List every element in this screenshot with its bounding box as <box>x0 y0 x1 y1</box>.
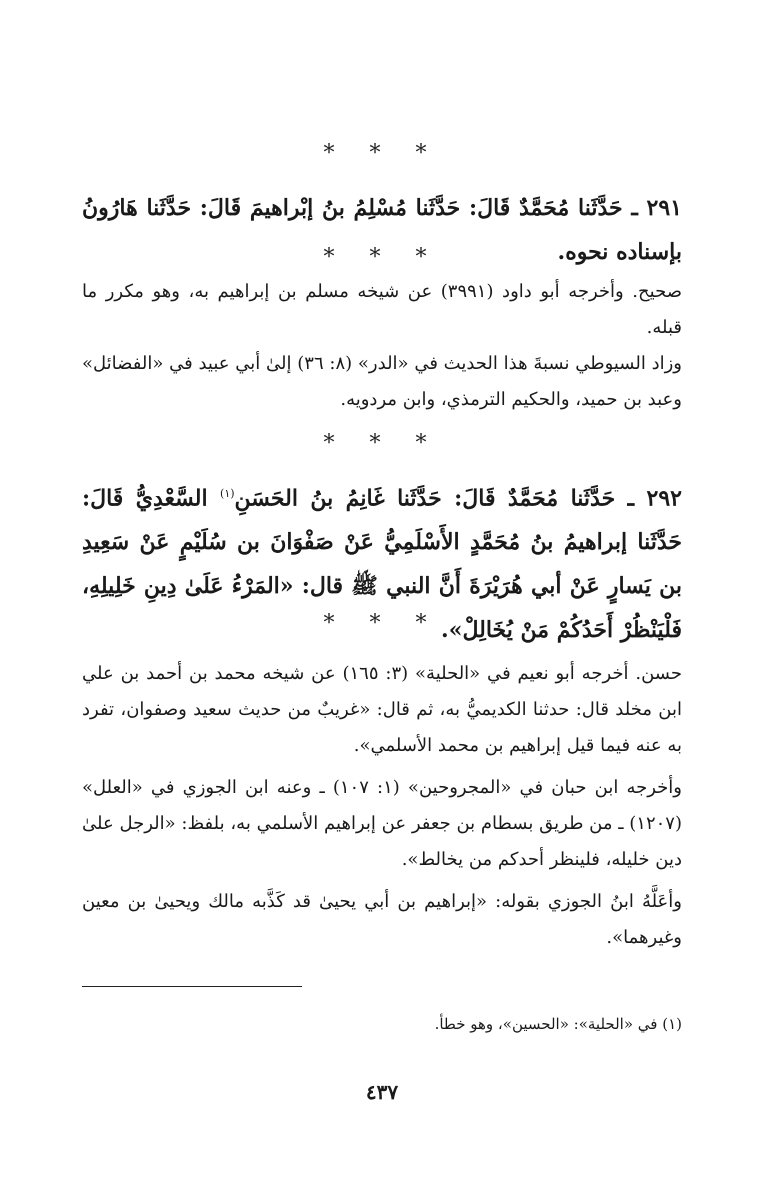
separator-stars: * * * <box>323 611 441 636</box>
page-number: ٤٣٧ <box>365 1080 399 1104</box>
commentary-paragraph: حسن. أخرجه أبو نعيم في «الحلية» (٣: ١٦٥) عن شيخه محمد بن أحمد بن علي ابن مخلد قال: حدثنا الكديميُّ به، ثم قال: «غريبٌ من حديث سعيد وصفوان، تفرد به عنه فيما قيل إبراهيم بن محمد الأسلمي». <box>82 663 682 756</box>
commentary-paragraph: وزاد السيوطي نسبةَ هذا الحديث في «الدر» (٨: ٣٦) إلىٰ أبي عبيد في «الفضائل» وعبد بن حميد، والحكيم الترمذي، وابن مردويه. <box>82 353 682 410</box>
hadith-text: ـ حَدَّثَنا مُحَمَّدٌ قَالَ: حَدَّثَنا مُسْلِمُ بنُ إبْراهيمَ قَالَ: حَدَّثَنا هَارُونُ بإسناده نحوه. <box>82 195 682 265</box>
footnote: (١) في «الحلية»: «الحسين»، وهو خطأ. <box>434 1015 682 1033</box>
hadith-number: ٢٩٢ <box>646 485 682 512</box>
separator-stars: * * * <box>323 245 441 270</box>
hadith-number: ٢٩١ <box>646 195 682 221</box>
commentary-paragraph: وأعَلَّهُ ابنُ الجوزي بقوله: «إبراهيم بن أبي يحيىٰ قد كَذَّبه مالك ويحيىٰ بن معين وغيرهما». <box>82 891 682 948</box>
hadith-text: السَّعْدِيُّ قَالَ: حَدَّثَنا إبراهيمُ بنُ مُحَمَّدٍ الأَسْلَمِيُّ عَنْ صَفْوَانَ بن سُلَيْمٍ عَنْ سَعِيدِ بن يَسارٍ عَنْ أبي هُرَيْرَةَ أَنَّ النبي ﷺ قال: «المَرْءُ عَلَىٰ دِينِ خَلِيلِهِ، فَلْيَنْظُرْ أَحَدُكُمْ مَنْ يُخَالِلْ». <box>82 485 682 644</box>
commentary-paragraph: وأخرجه ابن حبان في «المجروحين» (١: ١٠٧) ـ وعنه ابن الجوزي في «العلل» (١٢٠٧) ـ من طريق بسطام بن جعفر عن إبراهيم الأسلمي به، بلفظ: «الرجل علىٰ دين خليله، فلينظر أحدكم من يخالط». <box>82 777 682 870</box>
separator-stars: * * * <box>323 431 441 456</box>
hadith-text: ـ حَدَّثَنا مُحَمَّدٌ قَالَ: حَدَّثَنا غَانِمُ بنُ الحَسَنِ <box>234 485 635 512</box>
footnote-reference[interactable]: (١) <box>220 487 235 500</box>
footnote-divider <box>82 986 302 987</box>
commentary-paragraph: صحيح. وأخرجه أبو داود (٣٩٩١) عن شيخه مسلم بن إبراهيم به، وهو مكرر ما قبله. <box>82 281 682 338</box>
separator-stars: * * * <box>323 141 441 166</box>
book-page <box>82 0 682 1195</box>
